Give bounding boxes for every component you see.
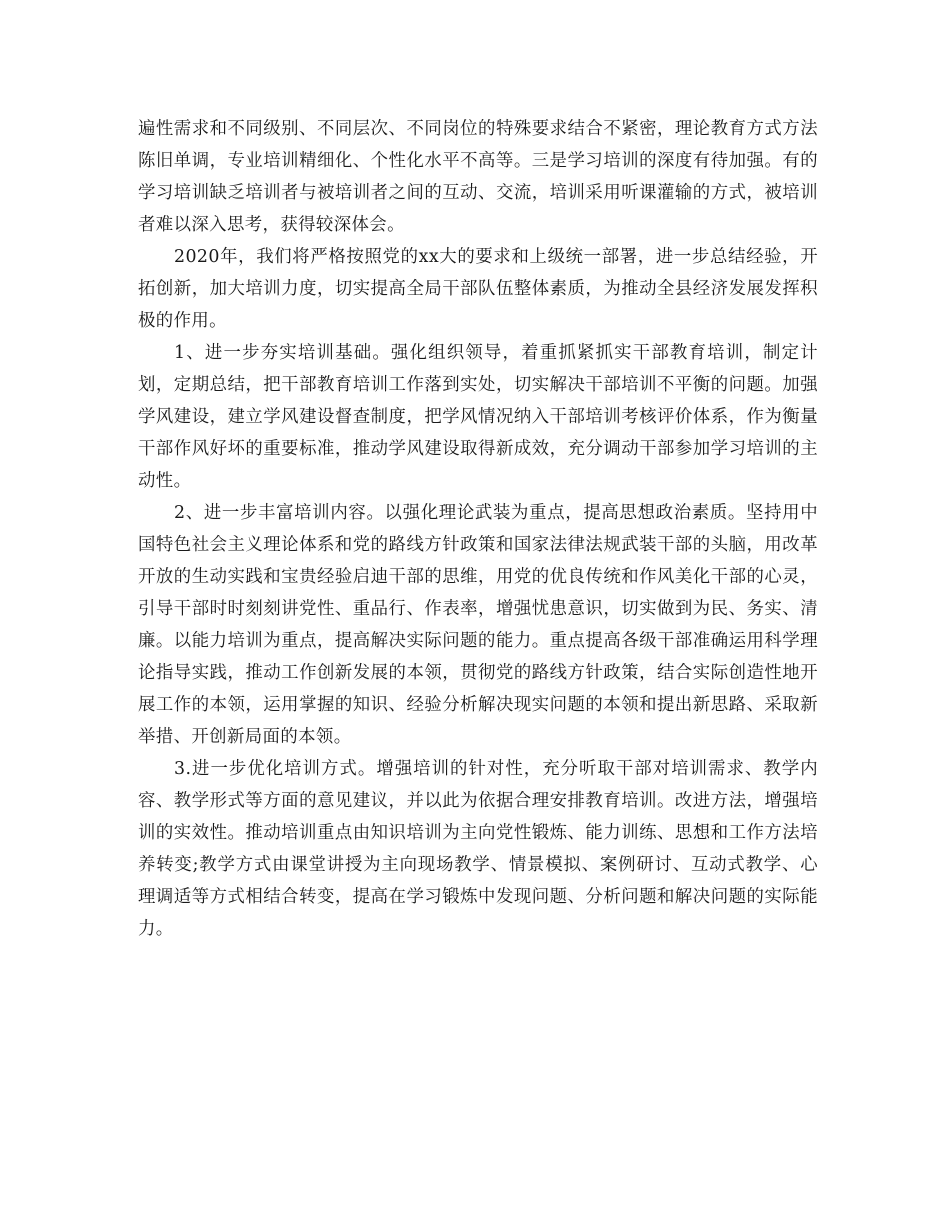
- paragraph-item-1: 1、进一步夯实培训基础。强化组织领导，着重抓紧抓实干部教育培训，制定计划，定期总结，把干部教育培训工作落到实处，切实解决干部培训不平衡的问题。加强学风建设，建立学风建设督查制度，把学风情况纳入干部培训考核评价体系，作为衡量干部作风好坏的重要标准，推动学风建设取得新成效，充分调动干部参加学习培训的主动性。: [138, 343, 818, 491]
- paragraph-item-3: 3.进一步优化培训方式。增强培训的针对性，充分听取干部对培训需求、教学内容、教学形式等方面的意见建议，并以此为依据合理安排教育培训。改进方法，增强培训的实效性。推动培训重点由知识培训为主向党性锻炼、能力训练、思想和工作方法培养转变;教学方式由课堂讲授为主向现场教学、情景模拟、案例研讨、互动式教学、心理调适等方式相结合转变，提高在学习锻炼中发现问题、分析问题和解决问题的实际能力。: [138, 759, 818, 939]
- document-body: [138, 113, 818, 945]
- paragraph-continued: 遍性需求和不同级别、不同层次、不同岗位的特殊要求结合不紧密，理论教育方式方法陈旧单调，专业培训精细化、个性化水平不高等。三是学习培训的深度有待加强。有的学习培训缺乏培训者与被培训者之间的互动、交流，培训采用听课灌输的方式，被培训者难以深入思考，获得较深体会。: [138, 119, 818, 235]
- paragraph-2020-plan: 2020年，我们将严格按照党的xx大的要求和上级统一部署，进一步总结经验，开拓创新，加大培训力度，切实提高全局干部队伍整体素质，为推动全县经济发展发挥积极的作用。: [138, 247, 818, 331]
- paragraph-item-2: 2、进一步丰富培训内容。以强化理论武装为重点，提高思想政治素质。坚持用中国特色社会主义理论体系和党的路线方针政策和国家法律法规武装干部的头脑，用改革开放的生动实践和宝贵经验启迪干部的思维，用党的优良传统和作风美化干部的心灵，引导干部时时刻刻讲党性、重品行、作表率，增强忧患意识，切实做到为民、务实、清廉。以能力培训为重点，提高解决实际问题的能力。重点提高各级干部准确运用科学理论指导实践，推动工作创新发展的本领，贯彻党的路线方针政策，结合实际创造性地开展工作的本领，运用掌握的知识、经验分析解决现实问题的本领和提出新思路、采取新举措、开创新局面的本领。: [138, 503, 818, 747]
